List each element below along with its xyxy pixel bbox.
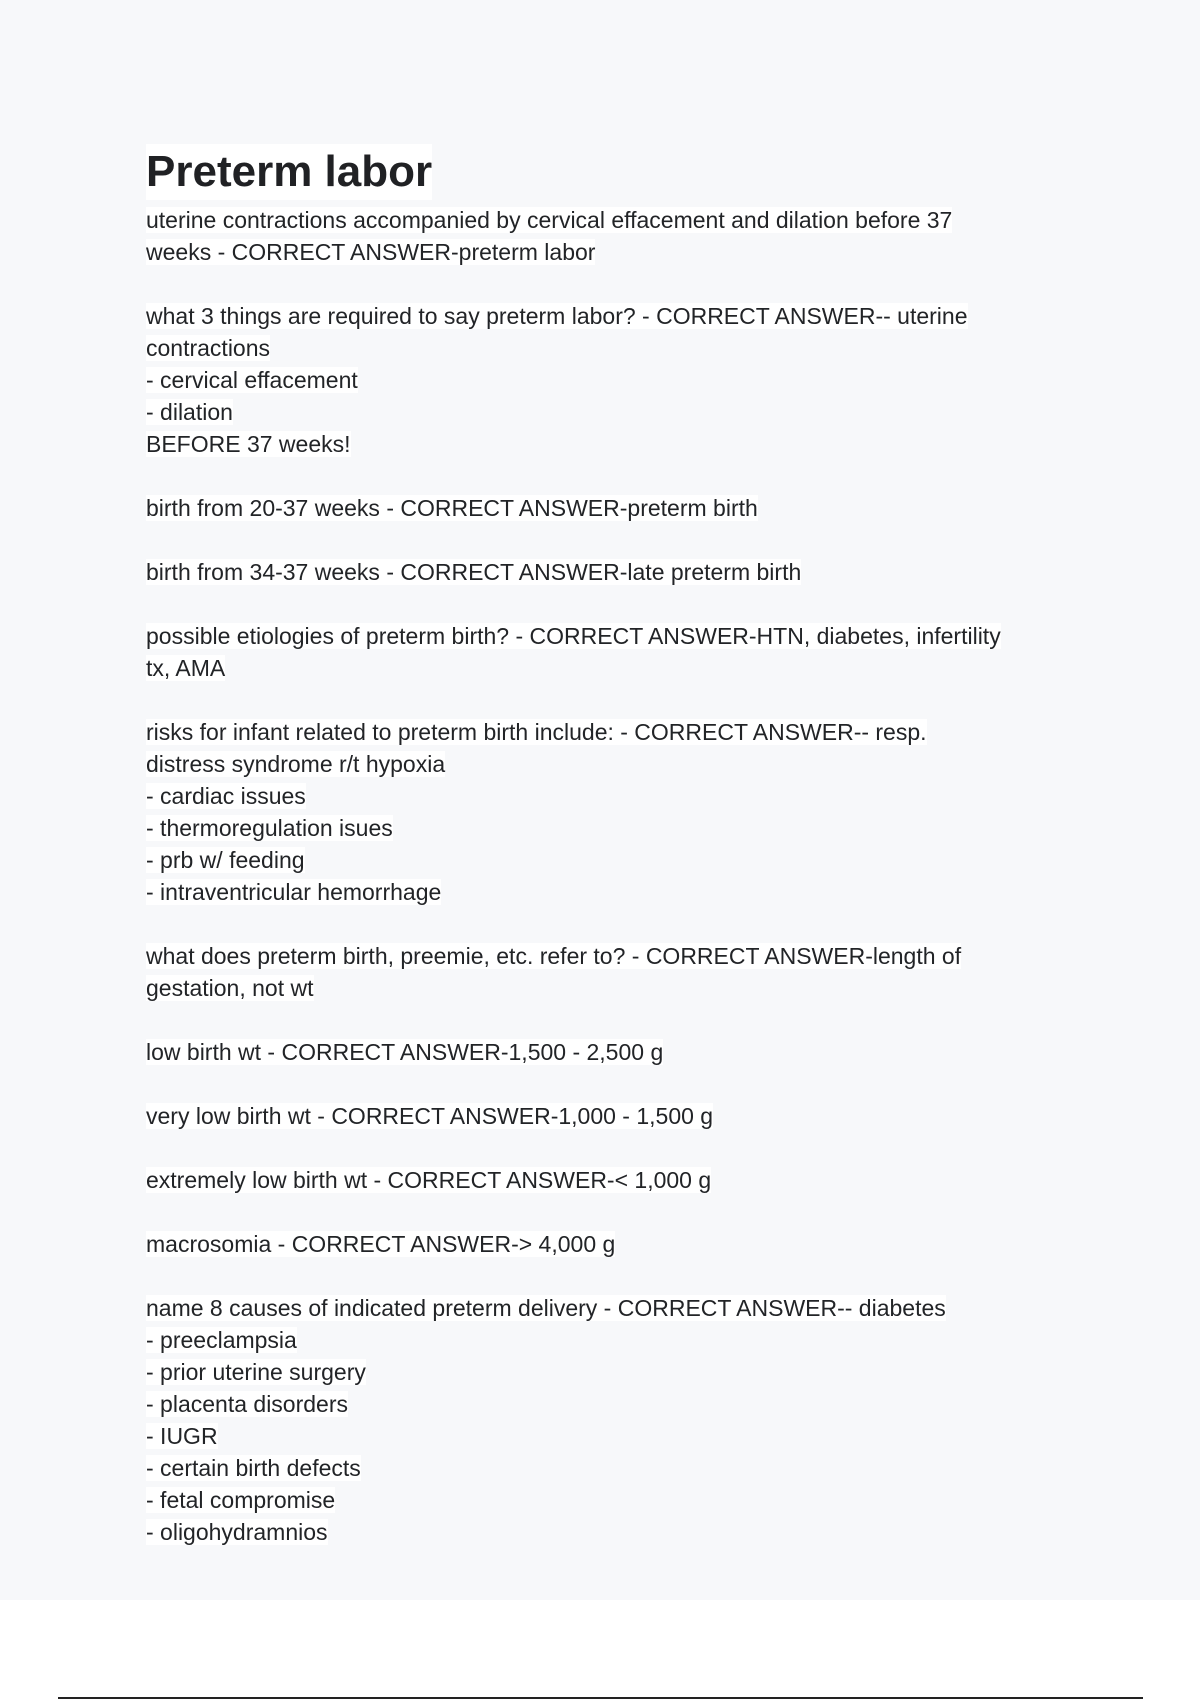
qa-entry [146, 1100, 1076, 1132]
entry-line [146, 652, 1076, 684]
entry-line [146, 332, 1076, 364]
entry-line-text: - thermoregulation isues [146, 815, 393, 841]
entry-line-text: BEFORE 37 weeks! [146, 431, 351, 457]
entry-line-text: - prb w/ feeding [146, 847, 305, 873]
qa-entry [146, 1164, 1076, 1196]
entry-line-text: possible etiologies of preterm birth? - CORRECT ANSWER-HTN, diabetes, infertility [146, 623, 1001, 649]
entry-line [146, 876, 1076, 908]
entry-line [146, 940, 1076, 972]
qa-entry [146, 1228, 1076, 1260]
entry-line [146, 1420, 1076, 1452]
entry-line-text: - IUGR [146, 1423, 218, 1449]
qa-entry [146, 556, 1076, 588]
qa-entries [146, 204, 1076, 1548]
entry-line [146, 236, 1076, 268]
entry-line-text: - fetal compromise [146, 1487, 336, 1513]
entry-line-text: - preeclampsia [146, 1327, 297, 1353]
entry-line [146, 1516, 1076, 1548]
entry-line [146, 780, 1076, 812]
entry-line [146, 1100, 1076, 1132]
footer-divider [58, 1697, 1143, 1699]
entry-line [146, 844, 1076, 876]
entry-line-text: - dilation [146, 399, 233, 425]
entry-line-text: birth from 34-37 weeks - CORRECT ANSWER-late preterm birth [146, 559, 802, 585]
entry-line-text: - intraventricular hemorrhage [146, 879, 442, 905]
entry-line-text: uterine contractions accompanied by cervical effacement and dilation before 37 [146, 207, 953, 233]
document-content [146, 144, 1076, 1548]
entry-line [146, 364, 1076, 396]
entry-line [146, 396, 1076, 428]
entry-line-text: birth from 20-37 weeks - CORRECT ANSWER-preterm birth [146, 495, 758, 521]
qa-entry [146, 940, 1076, 1004]
qa-entry [146, 204, 1076, 268]
entry-line [146, 1324, 1076, 1356]
entry-line-text: extremely low birth wt - CORRECT ANSWER-< 1,000 g [146, 1167, 712, 1193]
entry-line-text: - oligohydramnios [146, 1519, 328, 1545]
entry-line [146, 492, 1076, 524]
entry-line [146, 1228, 1076, 1260]
entry-line-text: name 8 causes of indicated preterm delivery - CORRECT ANSWER-- diabetes [146, 1295, 946, 1321]
entry-line [146, 1164, 1076, 1196]
entry-line-text: - cardiac issues [146, 783, 306, 809]
entry-line-text: tx, AMA [146, 655, 226, 681]
qa-entry [146, 620, 1076, 684]
entry-line-text: risks for infant related to preterm birth include: - CORRECT ANSWER-- resp. [146, 719, 927, 745]
entry-line [146, 1452, 1076, 1484]
qa-entry [146, 1036, 1076, 1068]
entry-line [146, 1036, 1076, 1068]
entry-line [146, 972, 1076, 1004]
entry-line-text: - prior uterine surgery [146, 1359, 366, 1385]
qa-entry [146, 492, 1076, 524]
entry-line [146, 1388, 1076, 1420]
entry-line-text: distress syndrome r/t hypoxia [146, 751, 446, 777]
qa-entry [146, 716, 1076, 908]
entry-line [146, 428, 1076, 460]
qa-entry [146, 300, 1076, 460]
entry-line [146, 716, 1076, 748]
entry-line [146, 556, 1076, 588]
entry-line-text: - certain birth defects [146, 1455, 361, 1481]
entry-line [146, 1356, 1076, 1388]
entry-line [146, 204, 1076, 236]
entry-line [146, 1484, 1076, 1516]
entry-line-text: - cervical effacement [146, 367, 358, 393]
entry-line-text: contractions [146, 335, 271, 361]
entry-line-text: very low birth wt - CORRECT ANSWER-1,000 - 1,500 g [146, 1103, 714, 1129]
entry-line [146, 748, 1076, 780]
entry-line [146, 620, 1076, 652]
entry-line-text: low birth wt - CORRECT ANSWER-1,500 - 2,500 g [146, 1039, 664, 1065]
entry-line-text: - placenta disorders [146, 1391, 348, 1417]
entry-line-text: gestation, not wt [146, 975, 314, 1001]
entry-line-text: weeks - CORRECT ANSWER-preterm labor [146, 239, 596, 265]
entry-line-text: what does preterm birth, preemie, etc. refer to? - CORRECT ANSWER-length of [146, 943, 962, 969]
entry-line-text: what 3 things are required to say preterm labor? - CORRECT ANSWER-- uterine [146, 303, 968, 329]
entry-line-text: macrosomia - CORRECT ANSWER-> 4,000 g [146, 1231, 616, 1257]
entry-line [146, 300, 1076, 332]
qa-entry [146, 1292, 1076, 1548]
page-title: Preterm labor [146, 144, 432, 200]
entry-line [146, 1292, 1076, 1324]
entry-line [146, 812, 1076, 844]
